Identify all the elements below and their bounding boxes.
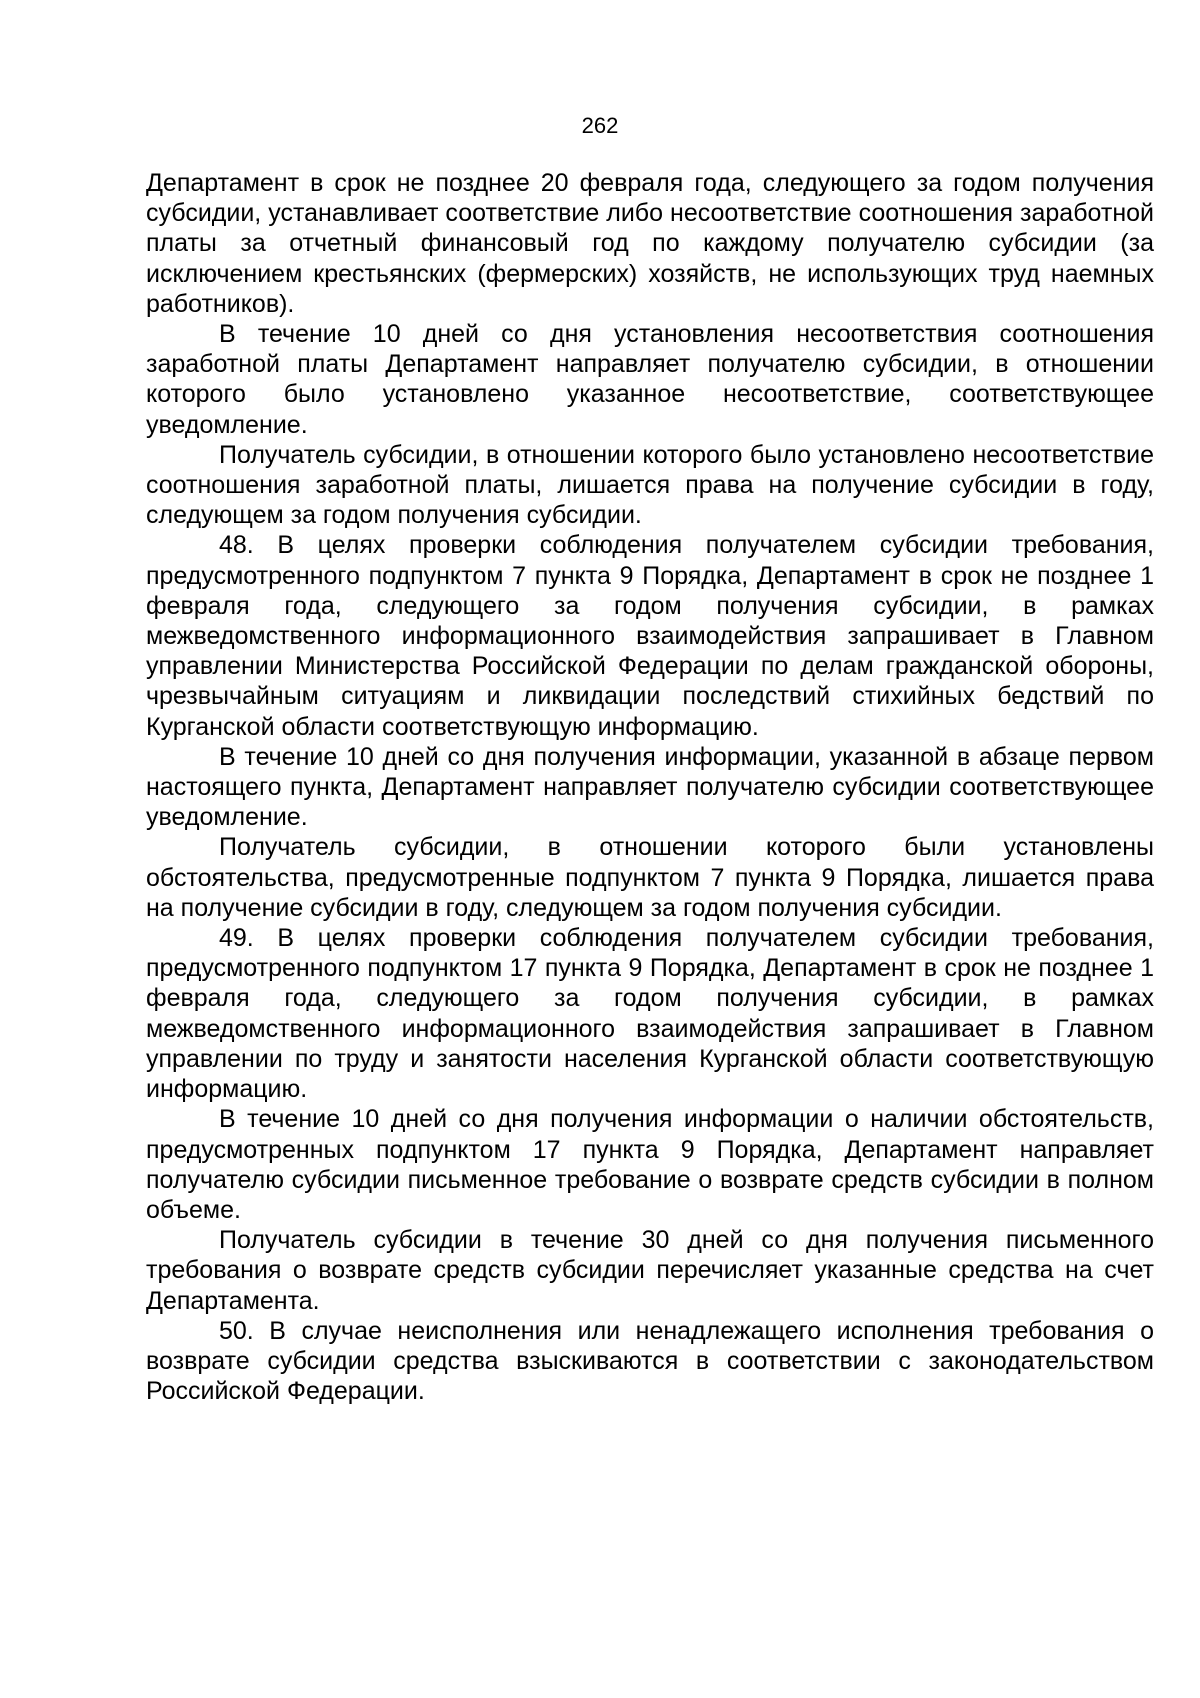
paragraph: В течение 10 дней со дня установления несоответствия соотношения заработной платы Департамент направляет получателю субсидии, в отношении которого было установлено указанное несоответствие, соответствующее уведомление. bbox=[146, 320, 1154, 439]
paragraph: Получатель субсидии, в отношении которого были установлены обстоятельства, предусмотренные подпунктом 7 пункта 9 Порядка, лишается права на получение субсидии в году, следующем за годом получения субсидии. bbox=[146, 833, 1154, 922]
paragraph: Департамент в срок не позднее 20 февраля года, следующего за годом получения субсидии, устанавливает соответствие либо несоответствие соотношения заработной платы за отчетный финансовый год по каждому получателю субсидии (за исключением крестьянских (фермерских) хозяйств, не использующих труд наемных работников). bbox=[146, 169, 1154, 318]
paragraph-item-49: 49. В целях проверки соблюдения получателем субсидии требования, предусмотренного подпунктом 17 пункта 9 Порядка, Департамент в срок не позднее 1 февраля года, следующего за годом получения субсидии, в рамках межведомственного информационного взаимодействия запрашивает в Главном управлении по труду и занятости населения Курганской области соответствующую информацию. bbox=[146, 924, 1154, 1104]
paragraph: Получатель субсидии, в отношении которого было установлено несоответствие соотношения заработной платы, лишается права на получение субсидии в году, следующем за годом получения субсидии. bbox=[146, 440, 1154, 530]
paragraph-item-50: 50. В случае неисполнения или ненадлежащего исполнения требования о возврате субсидии средства взыскиваются в соответствии с законодательством Российской Федерации. bbox=[146, 1316, 1154, 1406]
paragraph: В течение 10 дней со дня получения информации, указанной в абзаце первом настоящего пункта, Департамент направляет получателю субсидии соответствующее уведомление. bbox=[146, 742, 1154, 832]
document-body bbox=[146, 168, 1154, 1406]
paragraph: Получатель субсидии в течение 30 дней со дня получения письменного требования о возврате средств субсидии перечисляет указанные средства на счет Департамента. bbox=[146, 1226, 1154, 1315]
page-number: 262 bbox=[581, 113, 619, 138]
paragraph: В течение 10 дней со дня получения информации о наличии обстоятельств, предусмотренных подпунктом 17 пункта 9 Порядка, Департамент направляет получателю субсидии письменное требование о возврате средств субсидии в полном объеме. bbox=[146, 1105, 1154, 1224]
paragraph-item-48: 48. В целях проверки соблюдения получателем субсидии требования, предусмотренного подпунктом 7 пункта 9 Порядка, Департамент в срок не позднее 1 февраля года, следующего за годом получения субсидии, в рамках межведомственного информационного взаимодействия запрашивает в Главном управлении Министерства Российской Федерации по делам гражданской обороны, чрезвычайным ситуациям и ликвидации последствий стихийных бедствий по Курганской области соответствующую информацию. bbox=[146, 531, 1154, 741]
